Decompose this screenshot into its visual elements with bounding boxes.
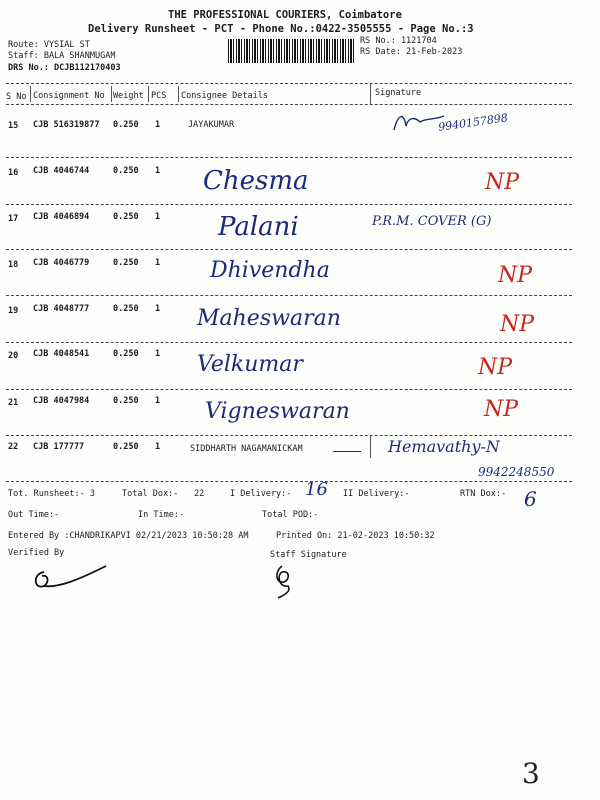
remark-np: NP: [500, 312, 535, 337]
handwritten-consignee: Dhivendha: [210, 258, 330, 283]
col-sno: S No: [6, 92, 27, 102]
row-weight: 0.250: [113, 258, 139, 268]
row-pcs: 1: [155, 349, 161, 359]
divider: [6, 435, 572, 436]
column-divider: [370, 436, 371, 458]
divider: [6, 204, 572, 205]
row-pcs: 1: [155, 258, 161, 268]
divider: [6, 342, 572, 343]
col-signature: Signature: [375, 88, 422, 98]
remark-np: NP: [484, 397, 519, 422]
row-weight: 0.250: [113, 166, 139, 176]
row-pcs: 1: [155, 212, 161, 222]
drs-number: DRS No.: DCJB112170403: [8, 63, 121, 73]
col-weight: Weight: [113, 91, 144, 101]
total-pod-label: Total POD:-: [262, 510, 319, 520]
row-weight: 0.250: [113, 304, 139, 314]
row-sno: 16: [8, 168, 19, 178]
handwritten-consignee: Vigneswaran: [205, 399, 350, 424]
remark-np: NP: [498, 263, 533, 288]
row-weight: 0.250: [113, 349, 139, 359]
verifier-signature: [28, 562, 123, 594]
runsheet-title: Delivery Runsheet - PCT - Phone No.:0422-3505555 - Page No.:3: [88, 23, 474, 35]
route-label: Route: VYSIAL ST: [8, 40, 90, 50]
staff-signature-label: Staff Signature: [270, 550, 347, 560]
row-weight: 0.250: [113, 120, 139, 130]
out-time-label: Out Time:-: [8, 510, 60, 520]
row-sno: 15: [8, 121, 19, 131]
column-divider: [370, 84, 371, 104]
i-delivery-label: I Delivery:-: [230, 489, 292, 499]
row-consignment: CJB 4046894: [33, 212, 90, 222]
ii-delivery-label: II Delivery:-: [343, 489, 410, 499]
rs-date: RS Date: 21-Feb-2023: [360, 47, 463, 57]
row-consignment: CJB 4046779: [33, 258, 90, 268]
row-weight: 0.250: [113, 212, 139, 222]
row-weight: 0.250: [113, 396, 139, 406]
i-delivery-value: 16: [305, 479, 328, 500]
in-time-label: In Time:-: [138, 510, 185, 520]
staff-label: Staff: BALA SHANMUGAM: [8, 51, 116, 61]
divider: [6, 249, 572, 250]
column-divider: [178, 86, 179, 102]
row-pcs: 1: [155, 120, 161, 130]
handwritten-dash: [333, 451, 361, 452]
verified-by-label: Verified By: [8, 548, 65, 558]
tot-runsheet: Tot. Runsheet:- 3: [8, 489, 95, 499]
rtn-dox-label: RTN Dox:-: [460, 489, 507, 499]
barcode-image: [228, 39, 354, 63]
remark-np: NP: [485, 170, 520, 195]
remark-np: NP: [478, 355, 513, 380]
handwritten-consignee: Palani: [218, 212, 299, 242]
row-sno: 17: [8, 214, 19, 224]
total-dox-value: 22: [194, 489, 205, 499]
row-sno: 21: [8, 398, 19, 408]
col-consignee: Consignee Details: [181, 91, 268, 101]
handwritten-phone: 9940157898: [437, 111, 509, 134]
entered-by: Entered By :CHANDRIKAPVI 02/21/2023 10:50:28 AM: [8, 531, 249, 541]
column-divider: [148, 86, 149, 102]
divider: [6, 295, 572, 296]
handwritten-receiver: Hemavathy-N: [388, 437, 500, 456]
handwritten-consignee: Maheswaran: [197, 306, 341, 331]
column-divider: [111, 86, 112, 102]
row-sno: 18: [8, 260, 19, 270]
row-pcs: 1: [155, 166, 161, 176]
divider: [6, 104, 572, 105]
divider: [6, 389, 572, 390]
row-consignment: CJB 177777: [33, 442, 85, 452]
row-consignee: JAYAKUMAR: [188, 120, 235, 130]
row-sno: 22: [8, 442, 19, 452]
handwritten-remark: P.R.M. COVER (G): [372, 214, 492, 229]
total-dox-label: Total Dox:-: [122, 489, 179, 499]
rtn-dox-value: 6: [524, 487, 537, 511]
handwritten-phone: 9942248550: [478, 465, 555, 479]
printed-on: Printed On: 21-02-2023 10:50:32: [276, 531, 435, 541]
col-pcs: PCS: [151, 91, 167, 101]
staff-signature: [268, 562, 298, 602]
row-pcs: 1: [155, 304, 161, 314]
row-consignment: CJB 4048541: [33, 349, 90, 359]
handwritten-consignee: Chesma: [203, 166, 309, 196]
divider: [6, 481, 572, 482]
row-sno: 19: [8, 306, 19, 316]
row-weight: 0.250: [113, 442, 139, 452]
row-sno: 20: [8, 351, 19, 361]
page-number-mark: 3: [522, 757, 540, 790]
row-pcs: 1: [155, 396, 161, 406]
row-consignment: CJB 4047984: [33, 396, 90, 406]
col-consignment: Consignment No: [33, 91, 105, 101]
row-consignment: CJB 4046744: [33, 166, 90, 176]
column-divider: [30, 86, 31, 102]
row-consignee: SIDDHARTH NAGAMANICKAM: [190, 444, 303, 454]
rs-number: RS No.: 1121704: [360, 36, 437, 46]
divider: [6, 83, 572, 84]
company-name: THE PROFESSIONAL COURIERS, Coimbatore: [168, 9, 402, 21]
row-pcs: 1: [155, 442, 161, 452]
row-consignment: CJB 516319877: [33, 120, 100, 130]
divider: [6, 157, 572, 158]
row-consignment: CJB 4048777: [33, 304, 90, 314]
handwritten-consignee: Velkumar: [197, 352, 303, 377]
